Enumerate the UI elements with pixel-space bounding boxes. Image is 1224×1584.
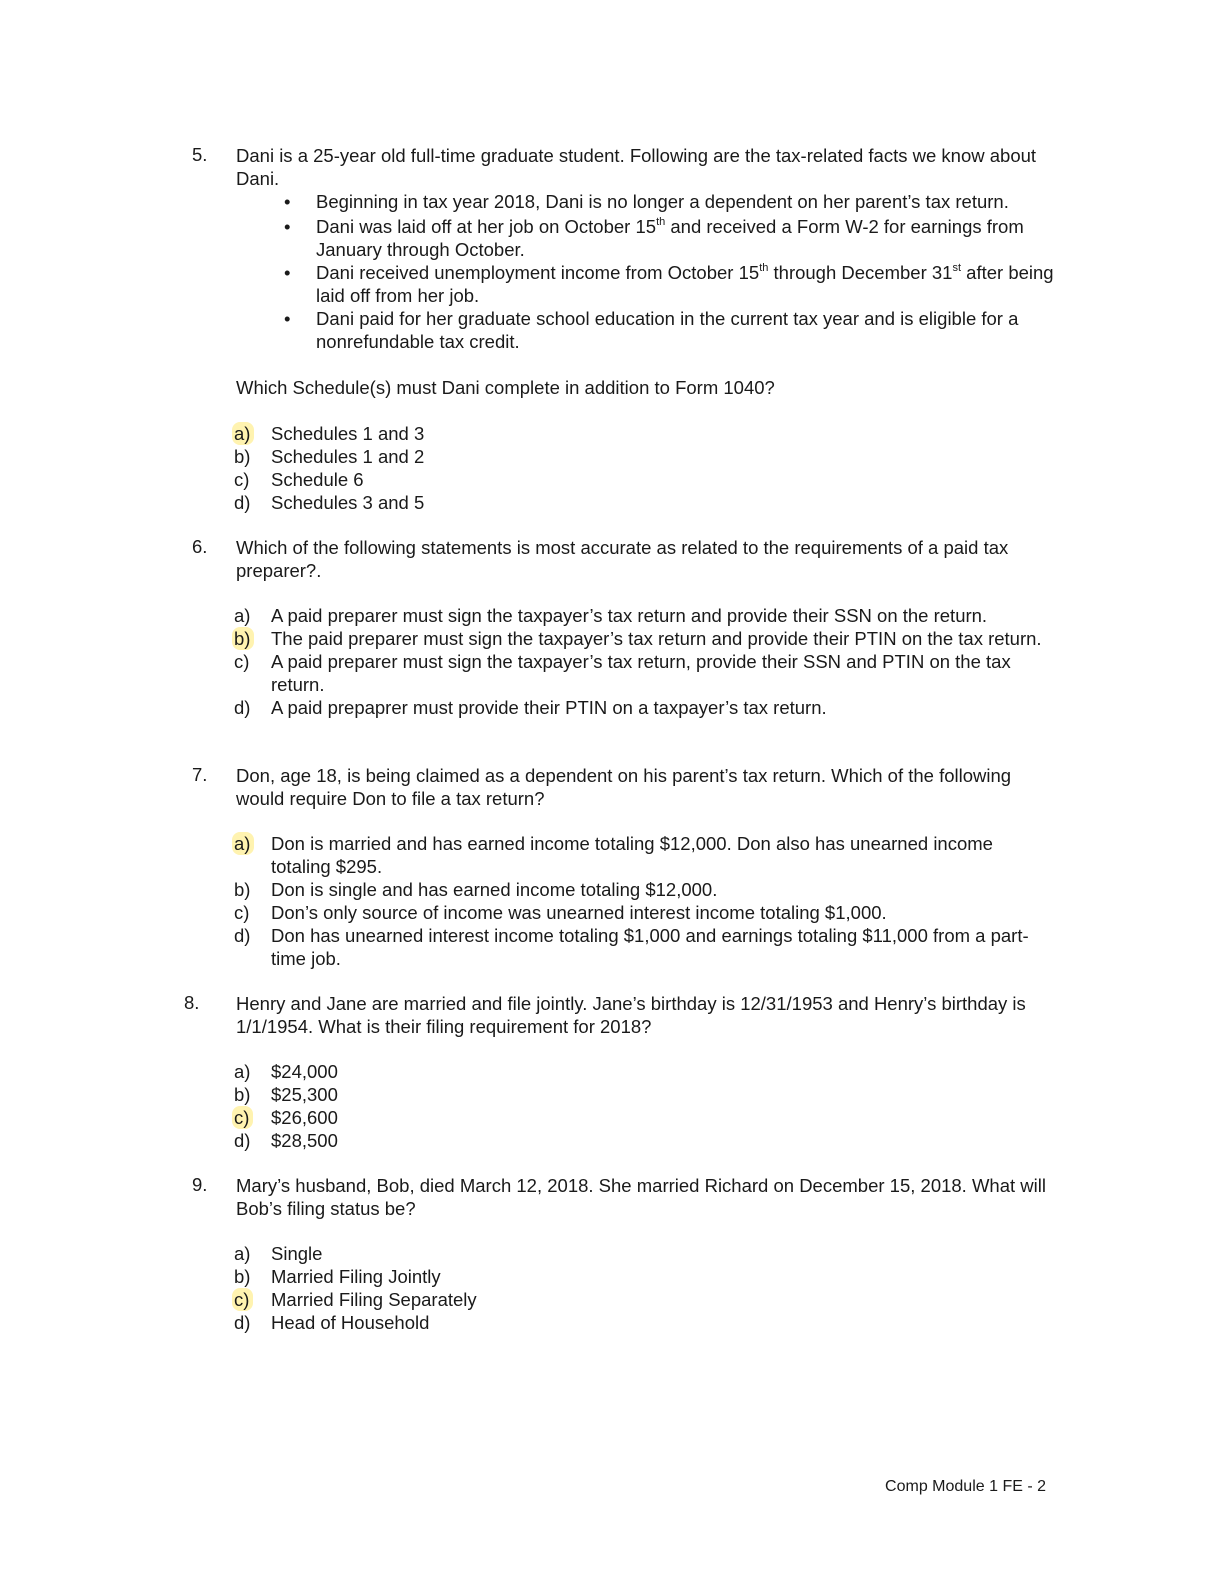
option-text: $26,600 — [271, 1107, 338, 1128]
option-text: $24,000 — [271, 1061, 338, 1082]
option-letter: d) — [234, 925, 251, 946]
fact-list — [284, 190, 1056, 353]
bullet-text: Beginning in tax year 2018, Dani is no longer a dependent on her parent’s tax return. — [316, 191, 1009, 212]
option-text: The paid preparer must sign the taxpayer’s tax return and provide their PTIN on the tax return. — [271, 628, 1042, 649]
option-text: $25,300 — [271, 1084, 338, 1105]
option-d[interactable] — [234, 491, 1056, 514]
bullet-icon: • — [284, 308, 291, 329]
option-b[interactable] — [234, 445, 1056, 468]
option-a[interactable] — [234, 604, 1056, 627]
answer-options — [234, 422, 1056, 514]
answer-options — [234, 604, 1056, 719]
question-text: Henry and Jane are married and file jointly. Jane’s birthday is 12/31/1953 and Henry’s birthday is 1/1/1954. What is their filing requirement for 2018? — [236, 993, 1026, 1037]
option-b[interactable] — [234, 1265, 1056, 1288]
option-c[interactable] — [234, 650, 1056, 696]
option-c[interactable] — [234, 901, 1056, 924]
option-d[interactable] — [234, 1129, 1056, 1152]
option-letter: b) — [234, 1084, 251, 1105]
question-text: Dani is a 25-year old full-time graduate student. Following are the tax-related facts we know about Dani. — [236, 145, 1037, 189]
option-text: Married Filing Separately — [271, 1289, 477, 1310]
bullet-text: Dani paid for her graduate school education in the current tax year and is eligible for a nonrefundable tax credit. — [316, 308, 1019, 352]
option-a[interactable] — [234, 832, 1056, 878]
question-number: 6. — [192, 536, 208, 557]
option-d[interactable] — [234, 696, 1056, 719]
bullet-text: Dani was laid off at her job on October 15th and received a Form W-2 for earnings from January through October. — [316, 215, 1024, 260]
option-b[interactable] — [234, 627, 1056, 650]
option-letter: c) — [234, 902, 250, 923]
question-number: 8. — [184, 992, 200, 1013]
option-text: Don has unearned interest income totaling $1,000 and earnings totaling $11,000 from a part-time job. — [271, 925, 1029, 969]
option-a[interactable] — [234, 422, 1056, 445]
option-letter: b) — [234, 1266, 251, 1287]
list-item — [284, 261, 1056, 307]
question-text: Don, age 18, is being claimed as a dependent on his parent’s tax return. Which of the following would require Don to file a tax return? — [236, 765, 1012, 809]
option-letter: c) — [234, 651, 250, 672]
option-text: Don’s only source of income was unearned interest income totaling $1,000. — [271, 902, 887, 923]
bullet-icon: • — [284, 191, 291, 212]
option-b[interactable] — [234, 878, 1056, 901]
option-d[interactable] — [234, 924, 1056, 970]
option-c[interactable] — [234, 1288, 1056, 1311]
option-a[interactable] — [234, 1060, 1056, 1083]
sub-question: Which Schedule(s) must Dani complete in addition to Form 1040? — [236, 377, 775, 398]
option-text: Schedules 1 and 2 — [271, 446, 425, 467]
option-text: Single — [271, 1243, 323, 1264]
option-letter: d) — [234, 1312, 251, 1333]
question-text: Which of the following statements is most accurate as related to the requirements of a paid tax preparer?. — [236, 537, 1009, 581]
option-text: Schedule 6 — [271, 469, 364, 490]
list-item — [284, 190, 1056, 213]
option-c[interactable] — [234, 468, 1056, 491]
question-number: 9. — [192, 1174, 208, 1195]
list-item — [284, 215, 1056, 261]
option-text: A paid preparer must sign the taxpayer’s tax return and provide their SSN on the return. — [271, 605, 988, 626]
question-number: 7. — [192, 764, 208, 785]
option-letter: c) — [232, 1288, 253, 1311]
option-c[interactable] — [234, 1106, 1056, 1129]
answer-options — [234, 832, 1056, 970]
option-letter: b) — [234, 879, 251, 900]
answer-options — [234, 1060, 1056, 1152]
option-text: Head of Household — [271, 1312, 430, 1333]
option-text: $28,500 — [271, 1130, 338, 1151]
option-text: A paid preparer must sign the taxpayer’s tax return, provide their SSN and PTIN on the tax return. — [271, 651, 1011, 695]
option-letter: a) — [232, 422, 254, 445]
option-text: Schedules 1 and 3 — [271, 423, 425, 444]
bullet-text: Dani received unemployment income from October 15th through December 31st after being laid off from her job. — [316, 261, 1054, 306]
page-footer: Comp Module 1 FE - 2 — [885, 1478, 1046, 1495]
option-letter: d) — [234, 492, 251, 513]
option-b[interactable] — [234, 1083, 1056, 1106]
list-item — [284, 307, 1056, 353]
answer-options — [234, 1242, 1056, 1334]
option-text: A paid prepaprer must provide their PTIN on a taxpayer’s tax return. — [271, 697, 827, 718]
option-letter: a) — [234, 605, 251, 626]
question-text: Mary’s husband, Bob, died March 12, 2018. She married Richard on December 15, 2018. What will Bob’s filing status be? — [236, 1175, 1046, 1219]
option-text: Schedules 3 and 5 — [271, 492, 425, 513]
option-a[interactable] — [234, 1242, 1056, 1265]
option-letter: d) — [234, 1130, 251, 1151]
option-letter: a) — [234, 1243, 251, 1264]
question-number: 5. — [192, 144, 208, 165]
option-text: Married Filing Jointly — [271, 1266, 441, 1287]
option-letter: c) — [232, 1106, 253, 1129]
option-letter: d) — [234, 697, 251, 718]
option-letter: b) — [234, 446, 251, 467]
option-letter: c) — [234, 469, 250, 490]
option-letter: a) — [232, 832, 254, 855]
option-letter: a) — [234, 1061, 251, 1082]
option-d[interactable] — [234, 1311, 1056, 1334]
option-text: Don is married and has earned income totaling $12,000. Don also has unearned income totaling $295. — [271, 833, 993, 877]
option-text: Don is single and has earned income totaling $12,000. — [271, 879, 718, 900]
bullet-icon: • — [284, 216, 291, 237]
bullet-icon: • — [284, 262, 291, 283]
option-letter: b) — [232, 627, 254, 650]
